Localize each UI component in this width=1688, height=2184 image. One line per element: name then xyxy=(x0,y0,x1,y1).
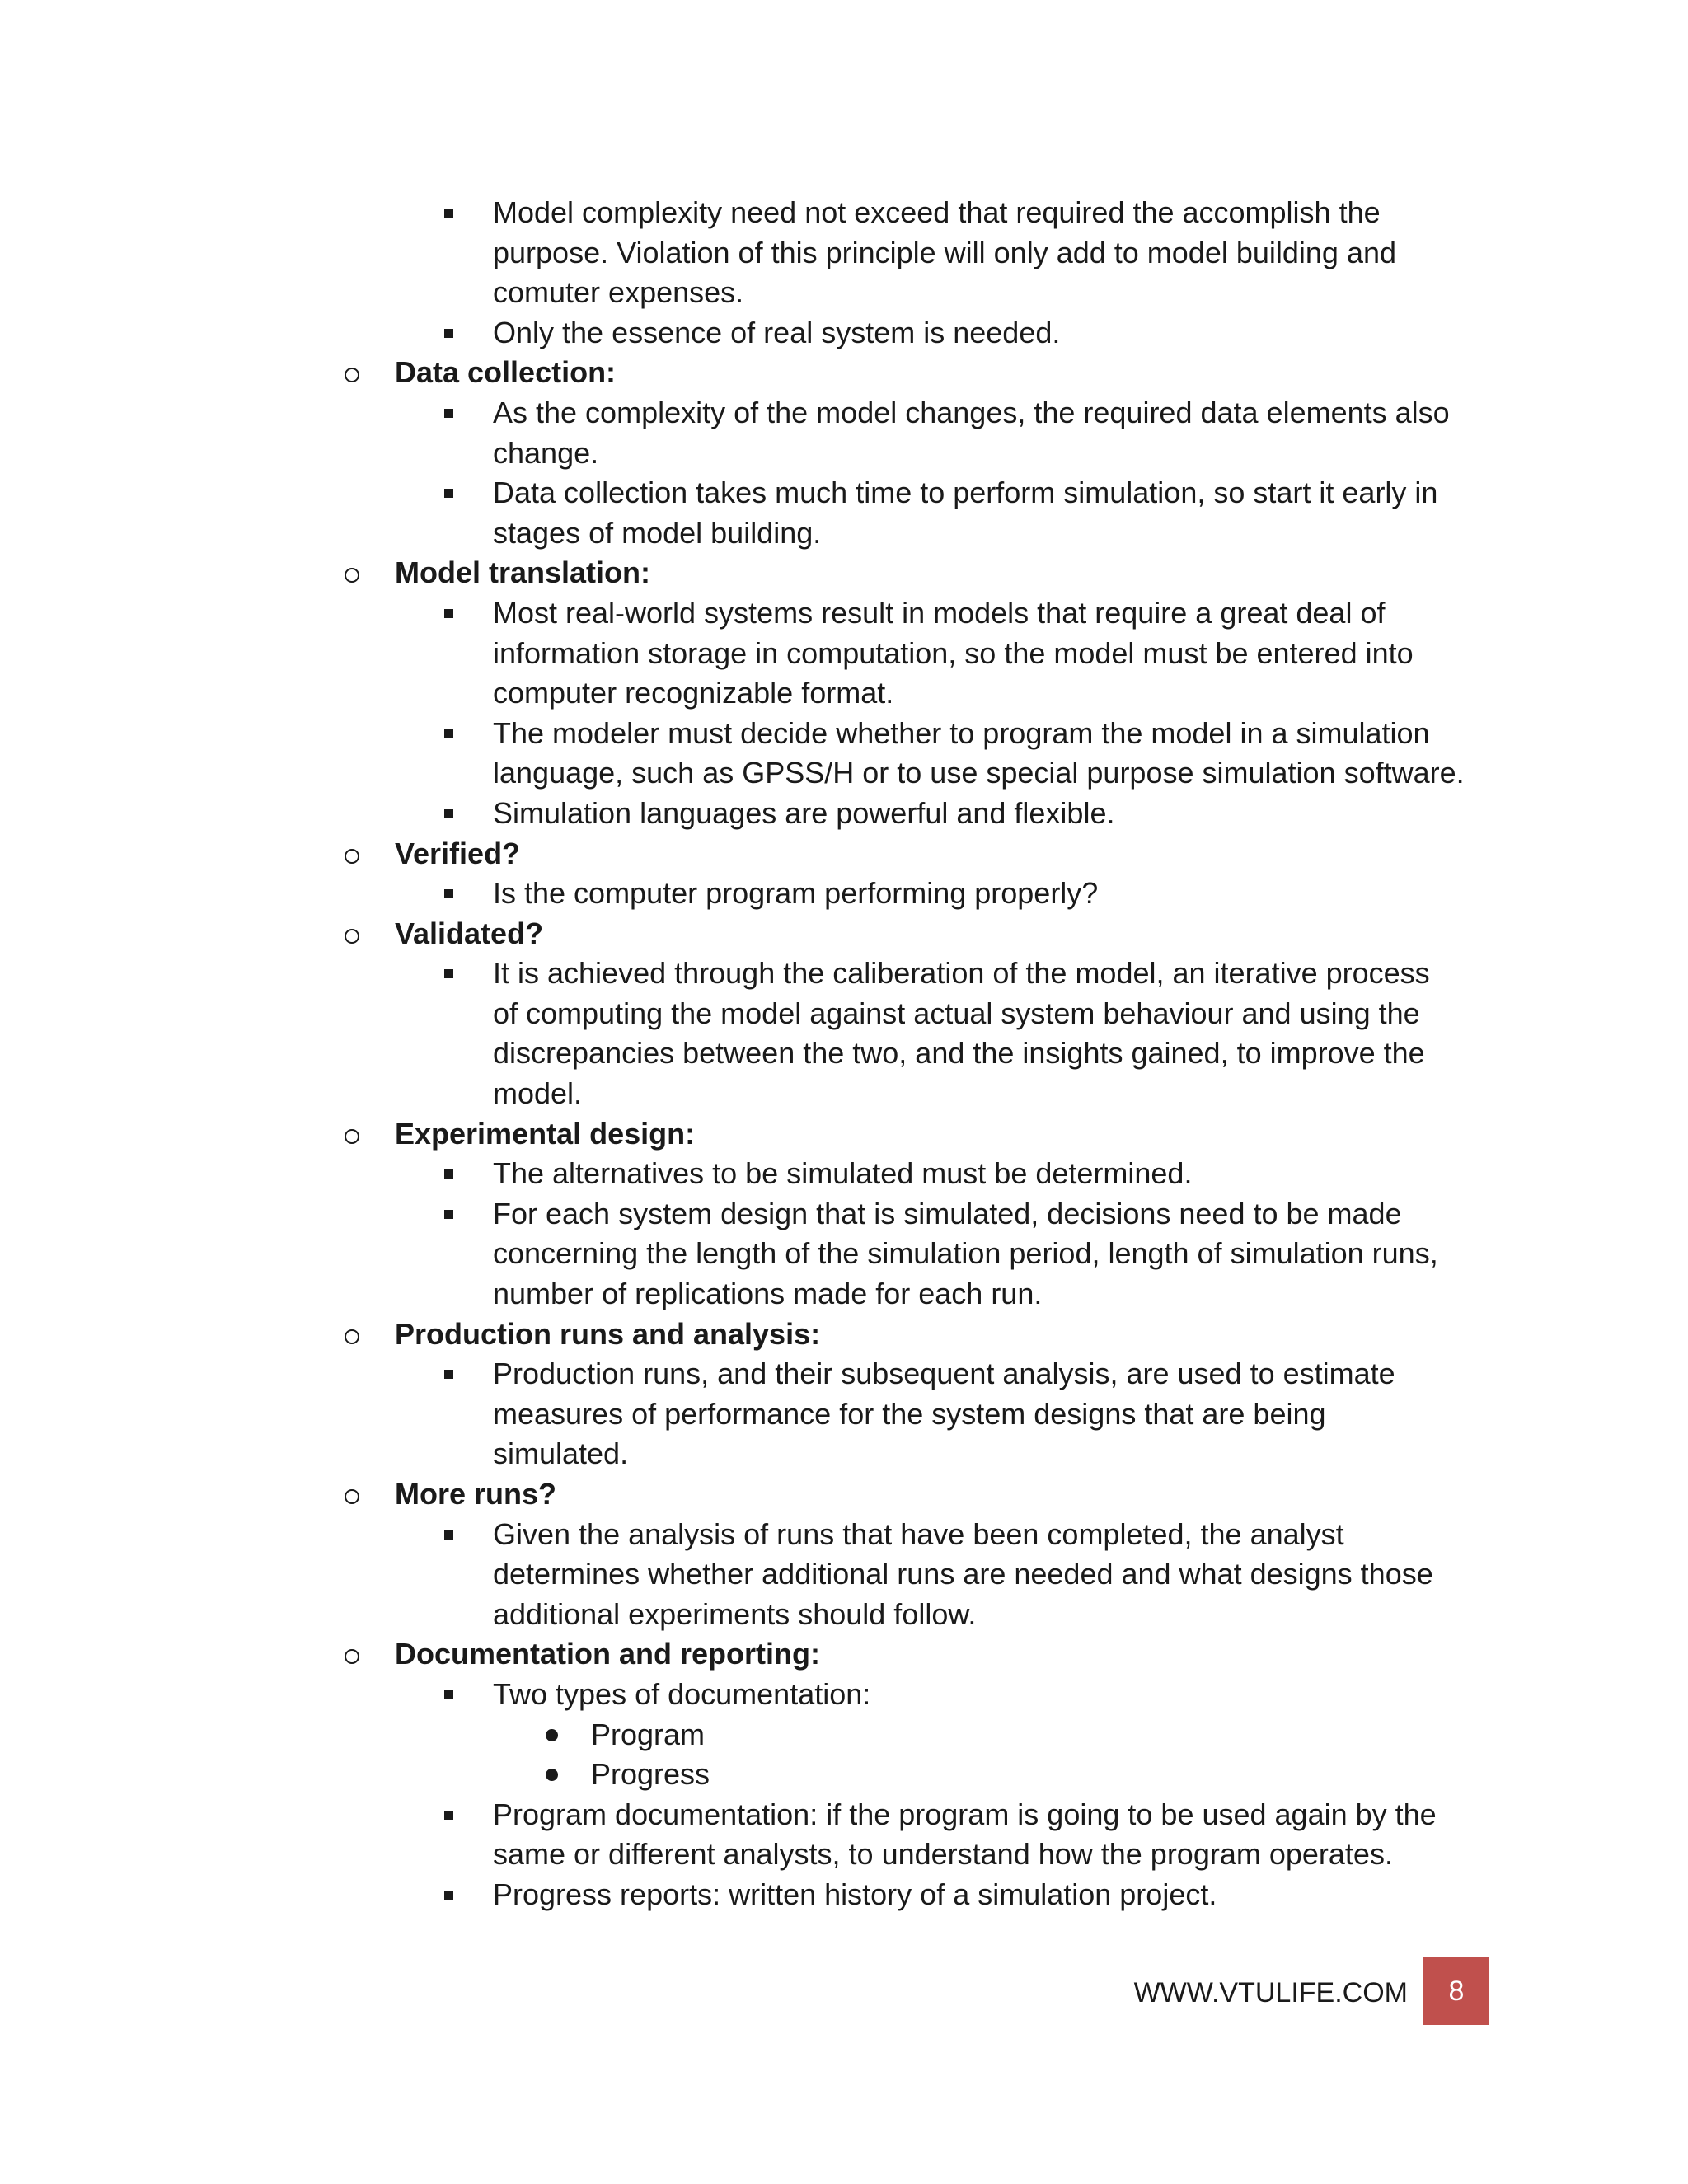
sub-bullet-line xyxy=(0,1715,1688,1755)
list-item-text: Simulation languages are powerful and flexible. xyxy=(493,795,1115,830)
bullet-line xyxy=(0,393,1688,434)
section-heading: Validated? xyxy=(395,916,544,950)
bullet-line xyxy=(0,954,1688,994)
list-item-text: stages of model building. xyxy=(493,515,822,550)
section-heading: Production runs and analysis: xyxy=(395,1316,821,1351)
square-bullet-icon xyxy=(444,1891,453,1900)
square-bullet-icon xyxy=(444,1370,453,1379)
bullet-line xyxy=(0,1354,1688,1394)
list-item-text: model. xyxy=(493,1076,583,1111)
list-item-text: of computing the model against actual system behaviour and using the xyxy=(493,996,1420,1030)
hollow-circle-bullet-icon xyxy=(345,1129,359,1144)
list-item-text: Progress xyxy=(591,1757,710,1792)
section-heading: Verified? xyxy=(395,836,521,870)
list-item-text: change. xyxy=(493,435,599,470)
bullet-line xyxy=(0,1274,1688,1315)
bullet-line xyxy=(0,593,1688,634)
bullet-line xyxy=(0,874,1688,914)
list-item-text: comuter expenses. xyxy=(493,275,744,310)
bullet-line xyxy=(0,673,1688,714)
bullet-line xyxy=(0,1795,1688,1835)
square-bullet-icon xyxy=(444,1530,453,1540)
bullet-line xyxy=(0,753,1688,794)
hollow-circle-bullet-icon xyxy=(345,929,359,944)
list-item-text: simulated. xyxy=(493,1436,629,1471)
section-heading-line xyxy=(0,1114,1688,1155)
bullet-line xyxy=(0,313,1688,354)
list-item-text: measures of performance for the system designs that are being xyxy=(493,1396,1326,1431)
page-number-badge: 8 xyxy=(1423,1957,1489,2025)
bullet-line xyxy=(0,273,1688,313)
list-item-text: determines whether additional runs are needed and what designs those xyxy=(493,1557,1433,1591)
bullet-line xyxy=(0,1595,1688,1635)
list-item-text: As the complexity of the model changes, the required data elements also xyxy=(493,395,1450,429)
list-item-text: language, such as GPSS/H or to use special purpose simulation software. xyxy=(493,756,1465,790)
bullet-line xyxy=(0,1194,1688,1235)
bullet-line xyxy=(0,994,1688,1034)
section-heading-line xyxy=(0,553,1688,593)
list-item-text: Data collection takes much time to perform simulation, so start it early in xyxy=(493,476,1438,510)
section-heading-line xyxy=(0,1634,1688,1675)
list-item-text: Production runs, and their subsequent analysis, are used to estimate xyxy=(493,1357,1395,1391)
bullet-line xyxy=(0,1875,1688,1915)
square-bullet-icon xyxy=(444,1169,453,1179)
hollow-circle-bullet-icon xyxy=(345,1329,359,1344)
hollow-circle-bullet-icon xyxy=(345,1649,359,1664)
bullet-line xyxy=(0,1675,1688,1715)
list-item-text: Progress reports: written history of a simulation project. xyxy=(493,1877,1217,1911)
list-item-text: For each system design that is simulated, decisions need to be made xyxy=(493,1196,1402,1230)
square-bullet-icon xyxy=(444,729,453,738)
section-heading: Experimental design: xyxy=(395,1116,696,1151)
square-bullet-icon xyxy=(444,969,453,978)
square-bullet-icon xyxy=(444,609,453,618)
bullet-line xyxy=(0,434,1688,474)
bullet-line xyxy=(0,473,1688,513)
filled-dot-bullet-icon xyxy=(546,1729,558,1741)
square-bullet-icon xyxy=(444,489,453,498)
bullet-line xyxy=(0,1033,1688,1074)
list-item-text: purpose. Violation of this principle will only add to model building and xyxy=(493,235,1397,269)
list-item-text: Model complexity need not exceed that required the accomplish the xyxy=(493,195,1381,229)
list-item-text: It is achieved through the caliberation of the model, an iterative process xyxy=(493,956,1430,991)
list-item-text: concerning the length of the simulation period, length of simulation runs, xyxy=(493,1236,1438,1271)
bullet-line xyxy=(0,1835,1688,1875)
list-item-text: Given the analysis of runs that have been completed, the analyst xyxy=(493,1516,1344,1551)
section-heading-line xyxy=(0,1474,1688,1515)
hollow-circle-bullet-icon xyxy=(345,1489,359,1504)
square-bullet-icon xyxy=(444,889,453,898)
list-item-text: The modeler must decide whether to program the model in a simulation xyxy=(493,715,1430,750)
square-bullet-icon xyxy=(444,1690,453,1699)
square-bullet-icon xyxy=(444,209,453,218)
bullet-line xyxy=(0,193,1688,233)
hollow-circle-bullet-icon xyxy=(345,368,359,382)
footer-site-url: WWW.VTULIFE.COM xyxy=(1133,1977,1408,2008)
bullet-line xyxy=(0,1234,1688,1274)
bullet-line xyxy=(0,513,1688,554)
hollow-circle-bullet-icon xyxy=(345,849,359,864)
bullet-line xyxy=(0,1554,1688,1595)
section-heading-line xyxy=(0,834,1688,874)
square-bullet-icon xyxy=(444,809,453,818)
list-item-text: number of replications made for each run. xyxy=(493,1277,1043,1311)
bullet-line xyxy=(0,634,1688,674)
list-item-text: Is the computer program performing properly? xyxy=(493,876,1099,911)
bullet-line xyxy=(0,1074,1688,1114)
list-item-text: Most real-world systems result in models that require a great deal of xyxy=(493,595,1386,630)
bullet-line xyxy=(0,1154,1688,1194)
filled-dot-bullet-icon xyxy=(546,1769,558,1781)
list-item-text: same or different analysts, to understand how the program operates. xyxy=(493,1837,1393,1872)
section-heading-line xyxy=(0,1315,1688,1355)
section-heading-line xyxy=(0,353,1688,393)
list-item-text: Program documentation: if the program is going to be used again by the xyxy=(493,1797,1437,1831)
square-bullet-icon xyxy=(444,409,453,418)
bullet-line xyxy=(0,794,1688,834)
square-bullet-icon xyxy=(444,1210,453,1219)
square-bullet-icon xyxy=(444,1811,453,1820)
bullet-line xyxy=(0,1434,1688,1474)
bullet-line xyxy=(0,1394,1688,1435)
sub-bullet-line xyxy=(0,1755,1688,1795)
section-heading: Model translation: xyxy=(395,555,651,590)
section-heading-line xyxy=(0,914,1688,954)
section-heading: Documentation and reporting: xyxy=(395,1637,820,1671)
list-item-text: discrepancies between the two, and the insights gained, to improve the xyxy=(493,1036,1425,1071)
bullet-line xyxy=(0,1515,1688,1555)
list-item-text: Program xyxy=(591,1717,706,1751)
list-item-text: computer recognizable format. xyxy=(493,676,894,710)
list-item-text: The alternatives to be simulated must be determined. xyxy=(493,1156,1193,1191)
section-heading: More runs? xyxy=(395,1477,557,1511)
list-item-text: Only the essence of real system is needed. xyxy=(493,315,1061,349)
hollow-circle-bullet-icon xyxy=(345,568,359,583)
square-bullet-icon xyxy=(444,329,453,338)
list-item-text: additional experiments should follow. xyxy=(493,1596,977,1631)
bullet-line xyxy=(0,233,1688,274)
document-body xyxy=(0,193,1688,1915)
list-item-text: Two types of documentation: xyxy=(493,1676,871,1711)
list-item-text: information storage in computation, so the model must be entered into xyxy=(493,635,1414,670)
section-heading: Data collection: xyxy=(395,355,617,390)
bullet-line xyxy=(0,714,1688,754)
